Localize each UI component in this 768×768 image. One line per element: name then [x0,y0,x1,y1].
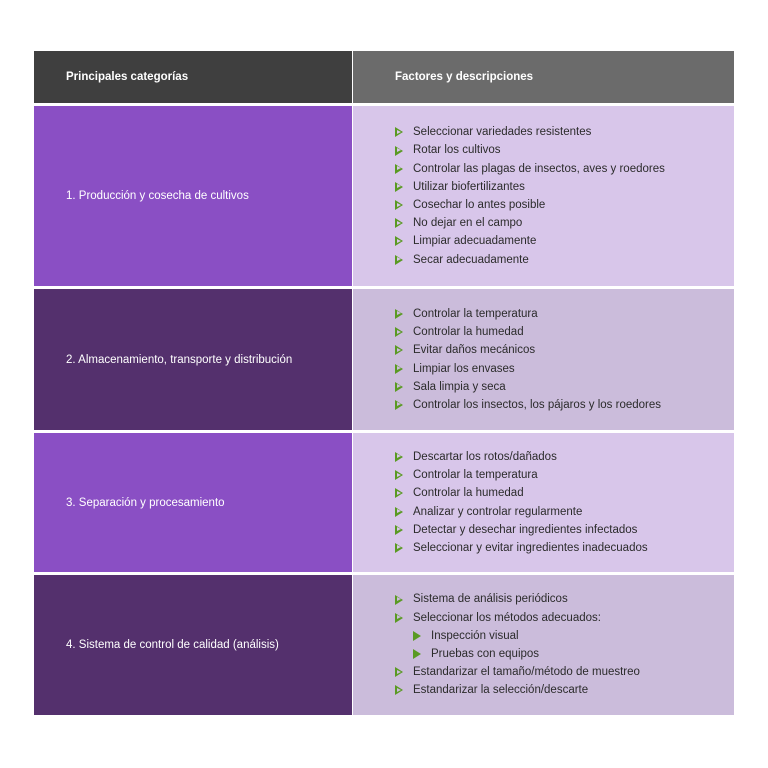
triangle-outline-icon [395,400,403,410]
list-item: Descartar los rotos/dañados [395,448,648,466]
triangle-outline-icon [395,345,403,355]
factors-list [395,448,648,557]
triangle-outline-icon [395,613,403,623]
category-cell: 4. Sistema de control de calidad (análisis) [34,575,352,715]
triangle-filled-icon [413,631,421,641]
category-cell: 2. Almacenamiento, transporte y distribución [34,289,352,430]
list-item: Cosechar lo antes posible [395,196,665,214]
list-item: Estandarizar la selección/descarte [395,681,640,699]
triangle-outline-icon [395,146,403,156]
factors-list [395,305,661,414]
list-item: Controlar la humedad [395,323,661,341]
triangle-filled-icon [413,649,421,659]
list-item: Limpiar adecuadamente [395,232,665,250]
table-row [34,575,734,715]
triangle-outline-icon [395,525,403,535]
list-item: Evitar daños mecánicos [395,341,661,359]
list-item: Controlar los insectos, los pájaros y los roedores [395,396,661,414]
header-categories: Principales categorías [34,51,352,103]
triangle-outline-icon [395,127,403,137]
sub-list-item: Pruebas con equipos [395,645,640,663]
triangle-outline-icon [395,685,403,695]
list-item: Detectar y desechar ingredientes infectados [395,521,648,539]
triangle-outline-icon [395,488,403,498]
list-item: Secar adecuadamente [395,251,665,269]
triangle-outline-icon [395,382,403,392]
triangle-outline-icon [395,543,403,553]
list-item: Controlar las plagas de insectos, aves y roedores [395,160,665,178]
category-cell: 1. Producción y cosecha de cultivos [34,106,352,286]
triangle-outline-icon [395,364,403,374]
triangle-outline-icon [395,452,403,462]
list-item: Estandarizar el tamaño/método de muestreo [395,663,640,681]
triangle-outline-icon [395,667,403,677]
triangle-outline-icon [395,507,403,517]
list-item: Sala limpia y seca [395,378,661,396]
list-item: Utilizar biofertilizantes [395,178,665,196]
triangle-outline-icon [395,236,403,246]
triangle-outline-icon [395,218,403,228]
factors-cell [353,433,734,572]
triangle-outline-icon [395,470,403,480]
list-item: Limpiar los envases [395,360,661,378]
triangle-outline-icon [395,595,403,605]
factors-cell [353,575,734,715]
list-item: Analizar y controlar regularmente [395,503,648,521]
table-row [34,106,734,286]
list-item: Seleccionar los métodos adecuados: [395,609,640,627]
list-item: Sistema de análisis periódicos [395,590,640,608]
sub-list-item: Inspección visual [395,627,640,645]
list-item: Seleccionar y evitar ingredientes inadecuados [395,539,648,557]
factors-list [395,123,665,269]
category-cell: 3. Separación y procesamiento [34,433,352,572]
factors-cell [353,106,734,286]
triangle-outline-icon [395,164,403,174]
factors-cell [353,289,734,430]
triangle-outline-icon [395,309,403,319]
triangle-outline-icon [395,327,403,337]
list-item: Seleccionar variedades resistentes [395,123,665,141]
table-header [34,51,734,103]
header-factors: Factores y descripciones [353,51,734,103]
factors-list [395,590,640,699]
factors-table [34,51,734,715]
triangle-outline-icon [395,255,403,265]
triangle-outline-icon [395,200,403,210]
table-row [34,289,734,430]
triangle-outline-icon [395,182,403,192]
table-row [34,433,734,572]
list-item: No dejar en el campo [395,214,665,232]
list-item: Controlar la temperatura [395,305,661,323]
list-item: Controlar la humedad [395,484,648,502]
list-item: Rotar los cultivos [395,141,665,159]
list-item: Controlar la temperatura [395,466,648,484]
